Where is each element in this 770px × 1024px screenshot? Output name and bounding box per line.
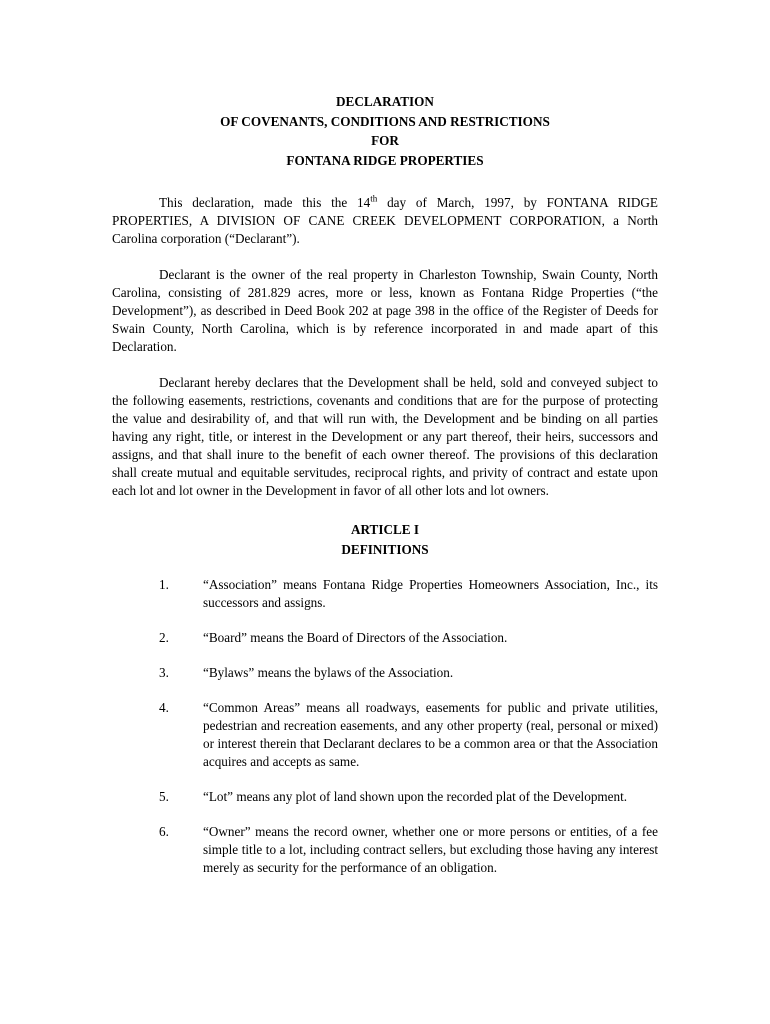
definition-text: “Common Areas” means all roadways, easements for public and private utilities, pedestrian and recreation easements, and any other property (real, personal or mixed) or interest therein that Declarant declares to be a common area or that the Association acquires and accepts as same. (203, 700, 658, 769)
definition-item (112, 823, 658, 877)
article-title: DEFINITIONS (341, 542, 429, 557)
definition-text: “Owner” means the record owner, whether one or more persons or entities, of a fee simple title to a lot, including contract sellers, but excluding those having any interest merely as security for the performance of an obligation. (203, 824, 658, 875)
ownership-paragraph: Declarant is the owner of the real property in Charleston Township, Swain County, North Carolina, consisting of 281.829 acres, more or less, known as Fontana Ridge Properties (“the Development”), as described in Deed Book 202 at page 398 in the office of the Register of Deeds for Swain County, North Carolina, which is by reference incorporated in and made apart of this Declaration. (112, 267, 658, 354)
intro-ordinal-suffix: th (370, 193, 378, 204)
definition-item (112, 664, 658, 682)
document-page (112, 92, 658, 877)
definition-item (112, 699, 658, 771)
intro-text-end: day of March, 1997, by FONTANA RIDGE PROPERTIES, A DIVISION OF CANE CREEK DEVELOPMENT CORPORATION, a North Carolina corporation (“Declarant”). (112, 195, 658, 246)
definition-number: 2. (159, 630, 169, 645)
article-number: ARTICLE I (350, 522, 420, 537)
definition-text: “Bylaws” means the bylaws of the Association. (203, 665, 454, 680)
definition-item (112, 788, 658, 806)
declaration-paragraph: Declarant hereby declares that the Development shall be held, sold and conveyed subject to the following easements, restrictions, covenants and conditions that are for the purpose of protecting the value and desirability of, and that will run with, the Development and be binding on all parties having any right, title, or interest in the Development or any part thereof, their heirs, successors and assigns, and that shall inure to the benefit of each owner thereof. The provisions of this declaration shall create mutual and equitable servitudes, reciprocal rights, and privity of contract and estate upon each lot and lot owner in the Development in favor of all other lots and lot owners. (112, 375, 658, 498)
title-line-property-name: FONTANA RIDGE PROPERTIES (286, 152, 484, 168)
definition-number: 4. (159, 700, 169, 715)
definition-number: 1. (159, 577, 169, 592)
definition-text: “Board” means the Board of Directors of the Association. (203, 630, 508, 645)
definition-number: 6. (159, 824, 169, 839)
article-heading (112, 520, 658, 560)
definitions-list (112, 576, 658, 877)
title-line-for: FOR (371, 133, 399, 148)
intro-text-start: This declaration, made this the 14 (159, 195, 371, 210)
title-line-covenants: OF COVENANTS, CONDITIONS AND RESTRICTIONS (220, 113, 550, 129)
definition-number: 3. (159, 665, 169, 680)
definition-number: 5. (159, 789, 169, 804)
title-line-declaration: DECLARATION (336, 94, 434, 109)
definition-item (112, 576, 658, 612)
intro-paragraph (112, 194, 658, 248)
definition-text: “Association” means Fontana Ridge Properties Homeowners Association, Inc., its successors and assigns. (203, 577, 658, 610)
definition-item (112, 629, 658, 647)
definition-text: “Lot” means any plot of land shown upon the recorded plat of the Development. (203, 789, 628, 804)
document-title (112, 92, 658, 170)
